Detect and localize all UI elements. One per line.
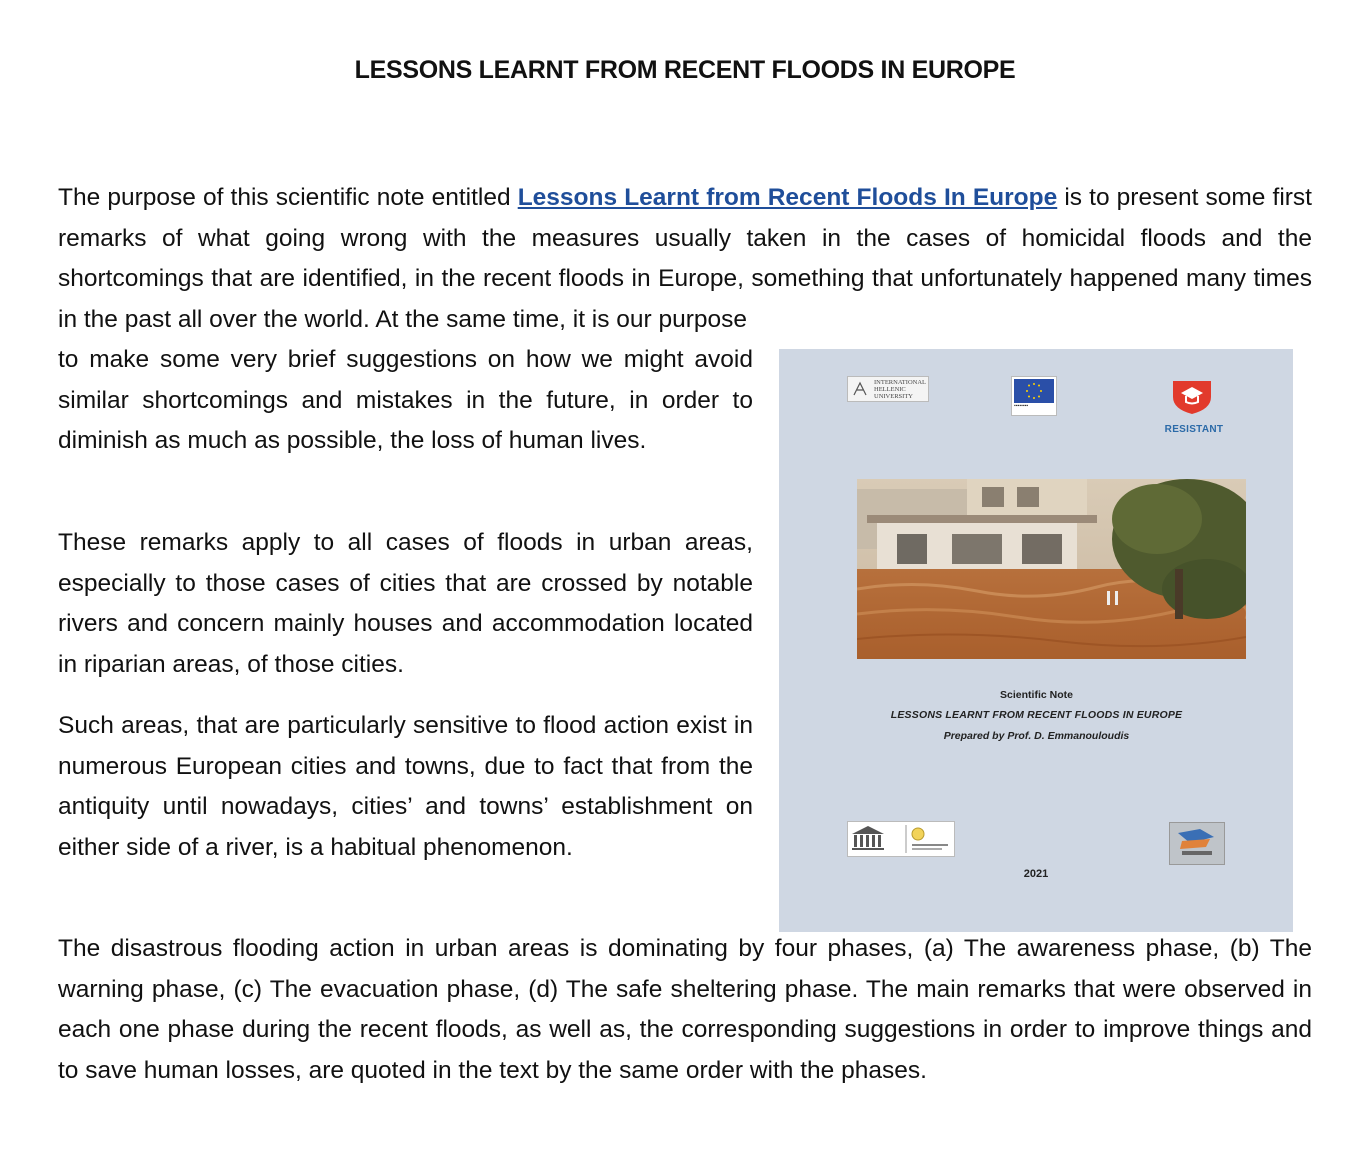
ihu-logo [847, 376, 929, 402]
cover-year: 2021 [1023, 868, 1049, 880]
eu-flag-icon [1014, 379, 1054, 403]
intro-text-start: The purpose of this scientific note entitled [58, 184, 518, 211]
ihu-emblem-icon [852, 381, 868, 397]
paragraph-urban-areas: These remarks apply to all cases of floods in urban areas, especially to those cases of cities that are crossed by notable rivers and concern mainly houses and accommodation located in riparian areas, of those cities. [58, 529, 753, 678]
flood-photo [857, 479, 1246, 659]
document-title: LESSONS LEARNT FROM RECENT FLOODS IN EUROPE [354, 56, 1016, 84]
cover-note-title: LESSONS LEARNT FROM RECENT FLOODS IN EUROPE [890, 709, 1183, 721]
asbbt-logo [1169, 822, 1225, 865]
resistant-shield-icon [1167, 375, 1217, 415]
unesco-logo [847, 821, 955, 857]
note-title-link[interactable]: Lessons Learnt from Recent Floods In Europe [517, 184, 1058, 211]
ihu-logo-text: INTERNATIONAL HELLENIC UNIVERSITY [874, 379, 926, 400]
paragraph-intro-continued: to make some very brief suggestions on how we might avoid similar shortcomings and mistakes in the future, in order to diminish as much as possible, the loss of human lives. [58, 346, 753, 454]
paragraph-flood-phases: The disastrous flooding action in urban areas is dominating by four phases, (a) The awareness phase, (b) The warning phase, (c) The evacuation phase, (d) The safe sheltering phase. The main remarks that were observed in each one phase during the recent floods, as well as, the corresponding suggestions in order to improve things and to save human losses, are quoted in the text by the same order with the phases. [58, 935, 1312, 1084]
cover-note-label: Scientific Note [1000, 689, 1073, 701]
report-cover-image [779, 349, 1293, 932]
eu-logo-fineprint: ▪▪▪▪▪▪▪▪ [1014, 403, 1029, 409]
paragraph-intro [58, 178, 1312, 340]
eu-logo [1011, 376, 1057, 416]
paragraph-sensitive-areas: Such areas, that are particularly sensitive to flood action exist in numerous European cities and towns, due to fact that from the antiquity until nowadays, cities’ and towns’ establishment on either side of a river, is a habitual phenomenon. [58, 712, 753, 861]
resistant-label: RESISTANT [1164, 424, 1224, 435]
cover-prepared-by: Prepared by Prof. D. Emmanouloudis [943, 730, 1130, 742]
intro-text-end: is to present some first remarks of what going wrong with the measures usually taken in the cases of homicidal floods and the shortcomings that are identified, in the recent floods in Europe, something that unfortunately happened many times in the past all over the world. At the same time, it is our purpose [58, 184, 1312, 333]
